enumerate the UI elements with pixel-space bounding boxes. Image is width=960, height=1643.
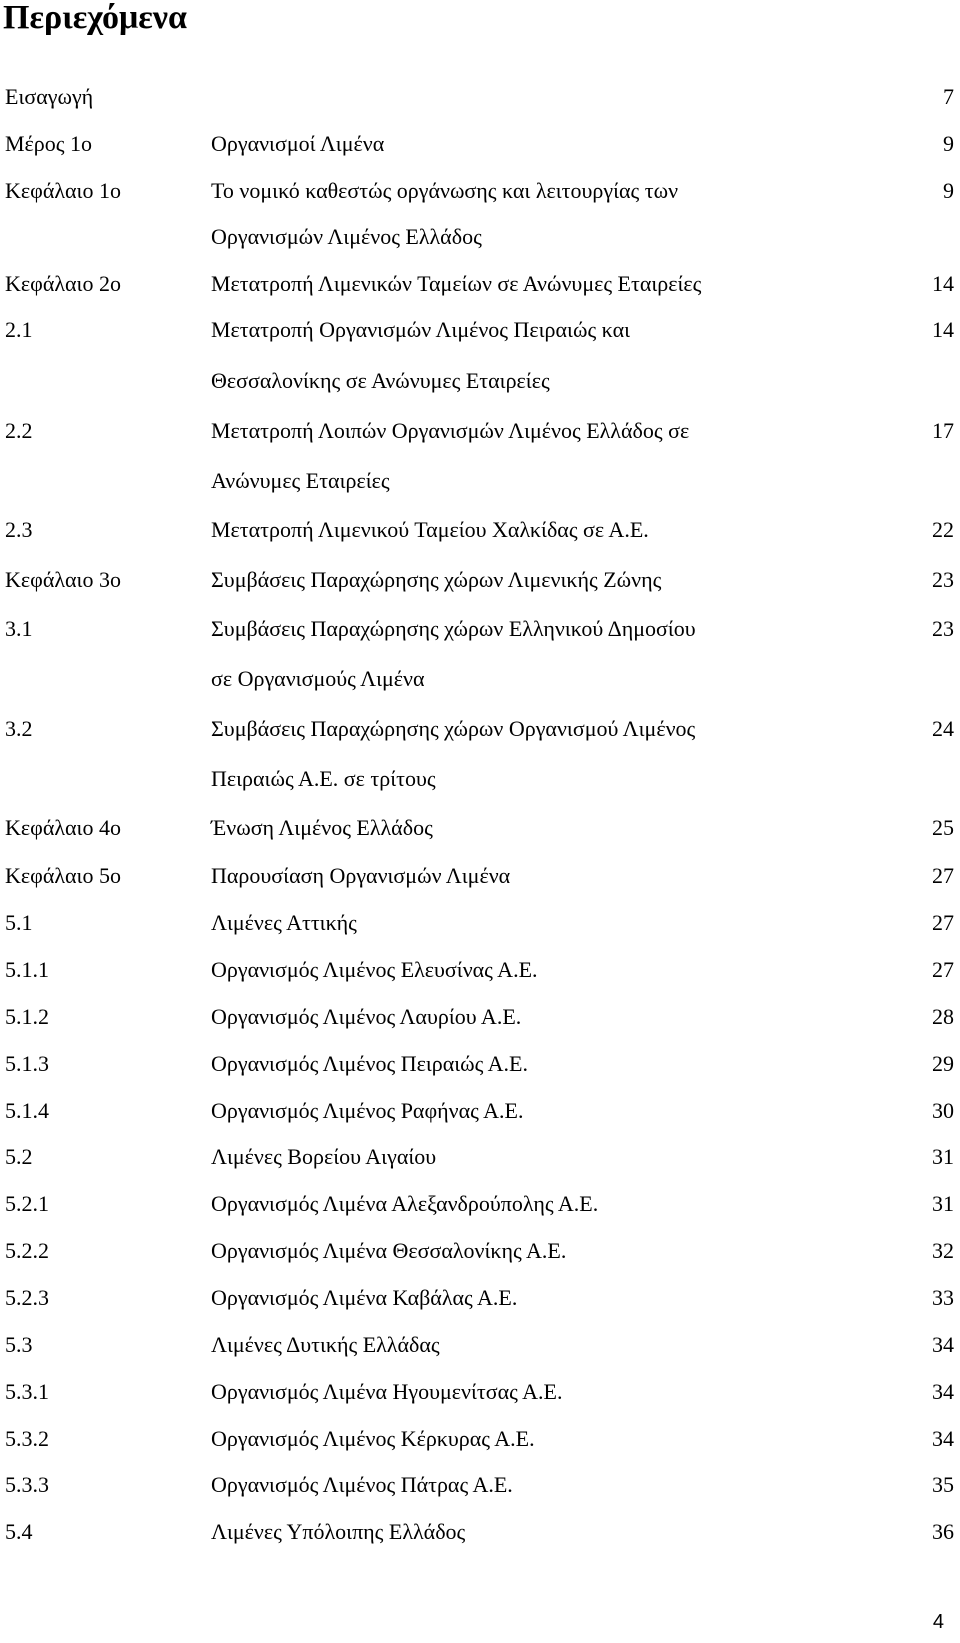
toc-entry xyxy=(0,955,960,985)
toc-entry-page: 7 xyxy=(943,84,954,109)
toc-entry-title: Οργανισμός Λιμένα Αλεξανδρούπολης Α.Ε. xyxy=(211,1191,599,1216)
toc-entry-page: 25 xyxy=(932,815,954,840)
toc-entry-page: 27 xyxy=(932,957,954,982)
toc-entry-page: 29 xyxy=(932,1051,954,1076)
toc-entry-title: Το νομικό καθεστώς οργάνωσης και λειτουργίας των xyxy=(211,178,679,203)
toc-entry xyxy=(0,1189,960,1219)
toc-entry-page: 14 xyxy=(932,317,954,342)
toc-entry-page: 36 xyxy=(932,1519,954,1544)
toc-entry-title: Πειραιώς Α.Ε. σε τρίτους xyxy=(211,766,436,791)
toc-entry xyxy=(0,1049,960,1079)
toc-entry-number: 5.3.3 xyxy=(5,1472,49,1497)
toc-entry-title: Λιμένες Δυτικής Ελλάδας xyxy=(211,1332,440,1357)
toc-entry xyxy=(0,1470,960,1500)
page-number: 4 xyxy=(932,1611,944,1633)
toc-entry-number: Εισαγωγή xyxy=(5,84,94,109)
toc-entry-page: 35 xyxy=(932,1472,954,1497)
toc-entry-title: Μετατροπή Οργανισμών Λιμένος Πειραιώς και xyxy=(211,317,631,342)
toc-entry-page: 23 xyxy=(932,616,954,641)
toc-entry xyxy=(0,269,960,299)
toc-entry-number: 3.2 xyxy=(5,716,33,741)
toc-entry-number: Κεφάλαιο 3ο xyxy=(5,567,121,592)
toc-entry xyxy=(0,222,960,252)
toc-entry-page: 34 xyxy=(932,1379,954,1404)
toc-entry-page: 9 xyxy=(943,178,954,203)
toc-entry-number: Κεφάλαιο 5ο xyxy=(5,863,121,888)
toc-entry-title: Οργανισμός Λιμένος Λαυρίου Α.Ε. xyxy=(211,1004,522,1029)
toc-entry xyxy=(0,1424,960,1454)
toc-entry-page: 34 xyxy=(932,1426,954,1451)
toc-entry xyxy=(0,1377,960,1407)
toc-entry xyxy=(0,1002,960,1032)
toc-entry-page: 17 xyxy=(932,418,954,443)
toc-entry-title: Συμβάσεις Παραχώρησης χώρων Ελληνικού Δημοσίου xyxy=(211,616,696,641)
toc-entry-number: Κεφάλαιο 1ο xyxy=(5,178,121,203)
toc-entry-title: Μετατροπή Λιμενικών Ταμείων σε Ανώνυμες Εταιρείες xyxy=(211,271,702,296)
toc-entry xyxy=(0,315,960,345)
toc-entry-title: Λιμένες Υπόλοιπης Ελλάδος xyxy=(211,1519,466,1544)
toc-entry-number: 5.3 xyxy=(5,1332,33,1357)
toc-entry-title: Λιμένες Βορείου Αιγαίου xyxy=(211,1144,437,1169)
toc-entry-number: 5.2 xyxy=(5,1144,33,1169)
toc-entry xyxy=(0,614,960,644)
toc-entry xyxy=(0,714,960,744)
toc-entry-page: 31 xyxy=(932,1191,954,1216)
toc-entry-page: 30 xyxy=(932,1098,954,1123)
toc-entry-number: Κεφάλαιο 2ο xyxy=(5,271,121,296)
toc-entry-title: Οργανισμός Λιμένα Θεσσαλονίκης Α.Ε. xyxy=(211,1238,567,1263)
toc-entry-title: Συμβάσεις Παραχώρησης χώρων Λιμενικής Ζώνης xyxy=(211,567,662,592)
toc-entry-title: Οργανισμός Λιμένος Ελευσίνας Α.Ε. xyxy=(211,957,538,982)
toc-entry xyxy=(0,1096,960,1126)
toc-entry xyxy=(0,664,960,694)
toc-entry xyxy=(0,1283,960,1313)
toc-entry xyxy=(0,466,960,496)
toc-entry-title: Θεσσαλονίκης σε Ανώνυμες Εταιρείες xyxy=(211,368,550,393)
toc-entry xyxy=(0,1142,960,1172)
toc-entry-title: σε Οργανισμούς Λιμένα xyxy=(211,666,425,691)
toc-entry-title: Οργανισμός Λιμένος Πειραιώς Α.Ε. xyxy=(211,1051,528,1076)
toc-entry-number: 5.1.1 xyxy=(5,957,49,982)
toc-entry-number: 5.1.2 xyxy=(5,1004,49,1029)
toc-entry-number: 3.1 xyxy=(5,616,33,641)
toc-entry-title: Οργανισμών Λιμένος Ελλάδος xyxy=(211,224,482,249)
toc-entry-title: Συμβάσεις Παραχώρησης χώρων Οργανισμού Λιμένος xyxy=(211,716,696,741)
toc-entry-title: Οργανισμός Λιμένα Ηγουμενίτσας Α.Ε. xyxy=(211,1379,563,1404)
toc-entry-page: 33 xyxy=(932,1285,954,1310)
toc-entry-number: 5.1 xyxy=(5,910,33,935)
toc-entry xyxy=(0,515,960,545)
toc-entry xyxy=(0,813,960,843)
toc-entry-title: Οργανισμός Λιμένα Καβάλας Α.Ε. xyxy=(211,1285,518,1310)
toc-entry xyxy=(0,764,960,794)
toc-entry xyxy=(0,861,960,891)
toc-entry-title: Οργανισμός Λιμένος Πάτρας Α.Ε. xyxy=(211,1472,513,1497)
toc-entry xyxy=(0,416,960,446)
toc-entry-page: 27 xyxy=(932,863,954,888)
toc-entry-number: Κεφάλαιο 4ο xyxy=(5,815,121,840)
toc-entry-page: 22 xyxy=(932,517,954,542)
toc-entry-number: 2.2 xyxy=(5,418,33,443)
toc-entry-page: 32 xyxy=(932,1238,954,1263)
toc-entry-title: Παρουσίαση Οργανισμών Λιμένα xyxy=(211,863,511,888)
page-title: Περιεχόμενα xyxy=(3,0,187,36)
toc-entry-page: 31 xyxy=(932,1144,954,1169)
toc-entry-page: 23 xyxy=(932,567,954,592)
toc-entry-title: Μετατροπή Λιμενικού Ταμείου Χαλκίδας σε Α.Ε. xyxy=(211,517,649,542)
toc-entry-number: 5.3.1 xyxy=(5,1379,49,1404)
toc-entry-number: 5.2.1 xyxy=(5,1191,49,1216)
toc-entry-number: 5.4 xyxy=(5,1519,33,1544)
toc-entry-title: Ανώνυμες Εταιρείες xyxy=(211,468,390,493)
toc-entry xyxy=(0,176,960,206)
toc-entry xyxy=(0,1330,960,1360)
toc-entry xyxy=(0,908,960,938)
toc-entry-number: 5.1.4 xyxy=(5,1098,49,1123)
toc-entry-page: 28 xyxy=(932,1004,954,1029)
toc-entry-number: 2.1 xyxy=(5,317,33,342)
toc-entry xyxy=(0,565,960,595)
toc-entry-page: 27 xyxy=(932,910,954,935)
toc-entry-page: 9 xyxy=(943,131,954,156)
toc-entry-title: Λιμένες Αττικής xyxy=(211,910,357,935)
toc-entry-page: 14 xyxy=(932,271,954,296)
toc-entry-title: Οργανισμοί Λιμένα xyxy=(211,131,385,156)
toc-entry xyxy=(0,82,960,112)
toc-entry-page: 24 xyxy=(932,716,954,741)
toc-entry-number: 5.3.2 xyxy=(5,1426,49,1451)
toc-entry xyxy=(0,1517,960,1547)
toc-entry-number: 5.2.3 xyxy=(5,1285,49,1310)
toc-entry xyxy=(0,366,960,396)
toc-entry-title: Ένωση Λιμένος Ελλάδος xyxy=(211,815,433,840)
toc-entry-title: Οργανισμός Λιμένος Κέρκυρας Α.Ε. xyxy=(211,1426,535,1451)
toc-entry-number: 5.2.2 xyxy=(5,1238,49,1263)
toc-entry-title: Οργανισμός Λιμένος Ραφήνας Α.Ε. xyxy=(211,1098,524,1123)
toc-entry xyxy=(0,129,960,159)
toc-entry-number: 2.3 xyxy=(5,517,33,542)
toc-entry-number: Μέρος 1ο xyxy=(5,131,92,156)
toc-entry-number: 5.1.3 xyxy=(5,1051,49,1076)
toc-entry-page: 34 xyxy=(932,1332,954,1357)
toc-entry xyxy=(0,1236,960,1266)
toc-entry-title: Μετατροπή Λοιπών Οργανισμών Λιμένος Ελλάδος σε xyxy=(211,418,690,443)
